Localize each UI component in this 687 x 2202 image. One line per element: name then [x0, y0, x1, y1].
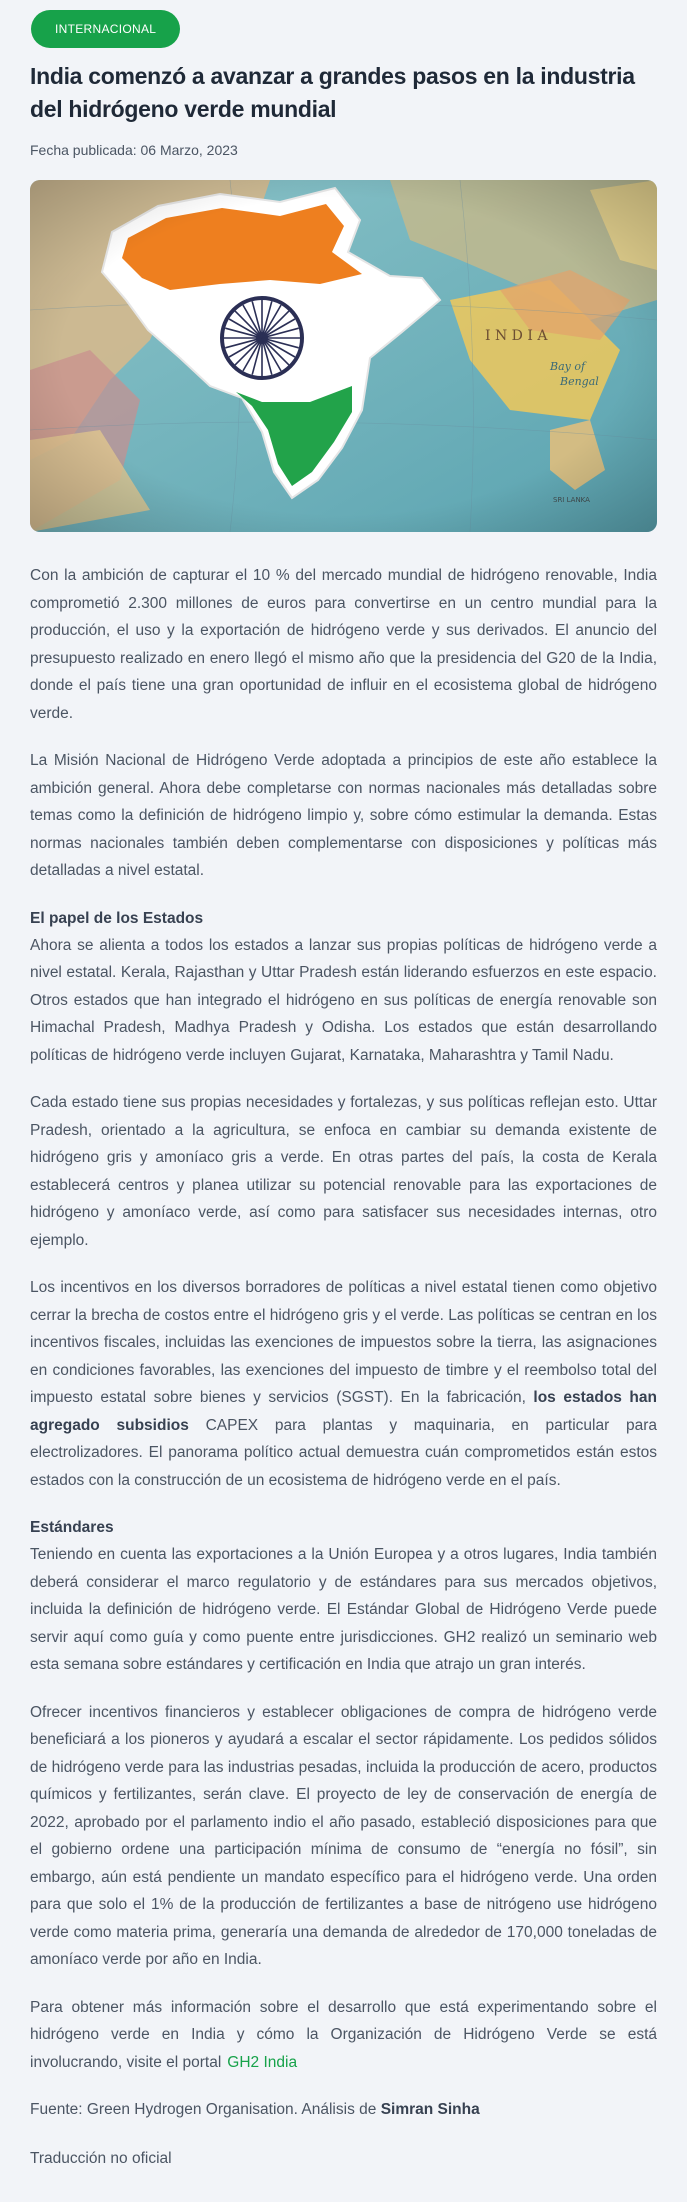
paragraph	[30, 1994, 657, 2077]
section-heading-states: El papel de los Estados	[30, 909, 204, 927]
source-author: Simran Sinha	[380, 2101, 480, 2118]
paragraph: Cada estado tiene sus propias necesidades y fortalezas, y sus políticas reflejan esto. Uttar Pradesh, orientado a la agricultura, se enfoca en cambiar su demanda existente de hidrógeno gris y amoníaco gris a verde. En otras partes del país, la costa de Kerala establecerá centros y planea utilizar su potencial renovable para las exportaciones de hidrógeno y amoníaco verde, así como para satisfacer sus necesidades internas, otro ejemplo.	[30, 1094, 657, 1249]
source-prefix: Fuente: Green Hydrogen Organisation. Análisis de	[30, 2101, 381, 2118]
paragraph: La Misión Nacional de Hidrógeno Verde adoptada a principios de este año establece la ambición general. Ahora debe completarse con normas nacionales más detalladas sobre temas como la definición de hidrógeno limpio y, sobre cómo estimular la demanda. Estas normas nacionales también deben complementarse con disposiciones y políticas más detalladas a nivel estatal.	[30, 752, 657, 879]
paragraph: Ahora se alienta a todos los estados a lanzar sus propias políticas de hidrógeno verde a nivel estatal. Kerala, Rajasthan y Uttar Pradesh están liderando esfuerzos en este espacio. Otros estados que han integrado el hidrógeno en sus políticas de energía renovable son Himachal Pradesh, Madhya Pradesh y Odisha. Los estados que están desarrollando políticas de hidrógeno verde incluyen Gujarat, Karnataka, Maharashtra y Tamil Nadu.	[30, 936, 657, 1064]
section-heading-standards: Estándares	[30, 1519, 114, 1536]
paragraph-text: CAPEX para plantas y maquinaria, en particular para electrolizadores. El panorama político actual demuestra cuán comprometidos están estos estados con la construcción de un ecosistema de hidrógeno verde en el país.	[30, 1416, 657, 1489]
article-title: India comenzó a avanzar a grandes pasos en la industria del hidrógeno verde mundial	[30, 63, 635, 122]
paragraph: Ofrecer incentivos financieros y establecer obligaciones de compra de hidrógeno verde beneficiará a los pioneros y ayudará a escalar el sector rápidamente. Los pedidos sólidos de hidrógeno verde para las industrias pesadas, incluida la producción de acero, productos químicos y fertilizantes, serán clave. El proyecto de ley de conservación de energía de 2022, aprobado por el parlamento indio el año pasado, estableció disposiciones para que el gobierno ordene una participación mínima de consumo de “energía no fósil”, sin embargo, aún está pendiente un mandato específico para el hidrógeno verde. Una orden para que solo el 1% de la producción de fertilizantes a base de nitrógeno use hidrógeno verde como materia prima, generaría una demanda de alrededor de 170,000 toneladas de amoníaco verde por año en India.	[30, 1703, 657, 1968]
article-body	[30, 562, 657, 2172]
paragraph	[30, 1274, 657, 1494]
translation-note: Traducción no oficial	[30, 2150, 172, 2167]
category-tag[interactable]: INTERNACIONAL	[31, 10, 180, 48]
paragraph-text: Los incentivos en los diversos borradores de políticas a nivel estatal tienen como objetivo cerrar la brecha de costos entre el hidrógeno gris y el verde. Las políticas se centran en los incentivos fiscales, incluidas las exenciones de impuestos sobre la tierra, las asignaciones en condiciones favorables, las exenciones del impuesto de timbre y el reembolso total del impuesto estatal sobre bienes y servicios (SGST). En la fabricación,	[30, 1279, 657, 1406]
paragraph: Teniendo en cuenta las exportaciones a la Unión Europea y a otros lugares, India también deberá considerar el marco regulatorio y de estándares para sus mercados objetivos, incluida la definición de hidrógeno verde. El Estándar Global de Hidrógeno Verde puede servir aquí como guía y como puente entre jurisdicciones. GH2 realizó un seminario web esta semana sobre estándares y certificación en India que atrajo un gran interés.	[30, 1546, 657, 1673]
publish-date: Fecha publicada: 06 Marzo, 2023	[30, 142, 238, 158]
hero-image	[30, 180, 657, 532]
paragraph: Con la ambición de capturar el 10 % del mercado mundial de hidrógeno renovable, India comprometió 2.300 millones de euros para convertirse en un centro mundial para la producción, el uso y la exportación de hidrógeno verde y sus derivados. El anuncio del presupuesto realizado en enero llegó el mismo año que la presidencia del G20 de la India, donde el país tiene una gran oportunidad de influir en el ecosistema global de hidrógeno verde.	[30, 567, 657, 722]
paragraph-text: Para obtener más información sobre el desarrollo que está experimentando sobre el hidrógeno verde en India y cómo la Organización de Hidrógeno Verde se está involucrando, visite el portal	[30, 1998, 657, 2071]
gh2-india-link[interactable]: GH2 India	[227, 2053, 298, 2071]
paragraph-bold-text: los estados han agregado subsidios	[30, 1389, 657, 1434]
source-line	[30, 2096, 657, 2123]
